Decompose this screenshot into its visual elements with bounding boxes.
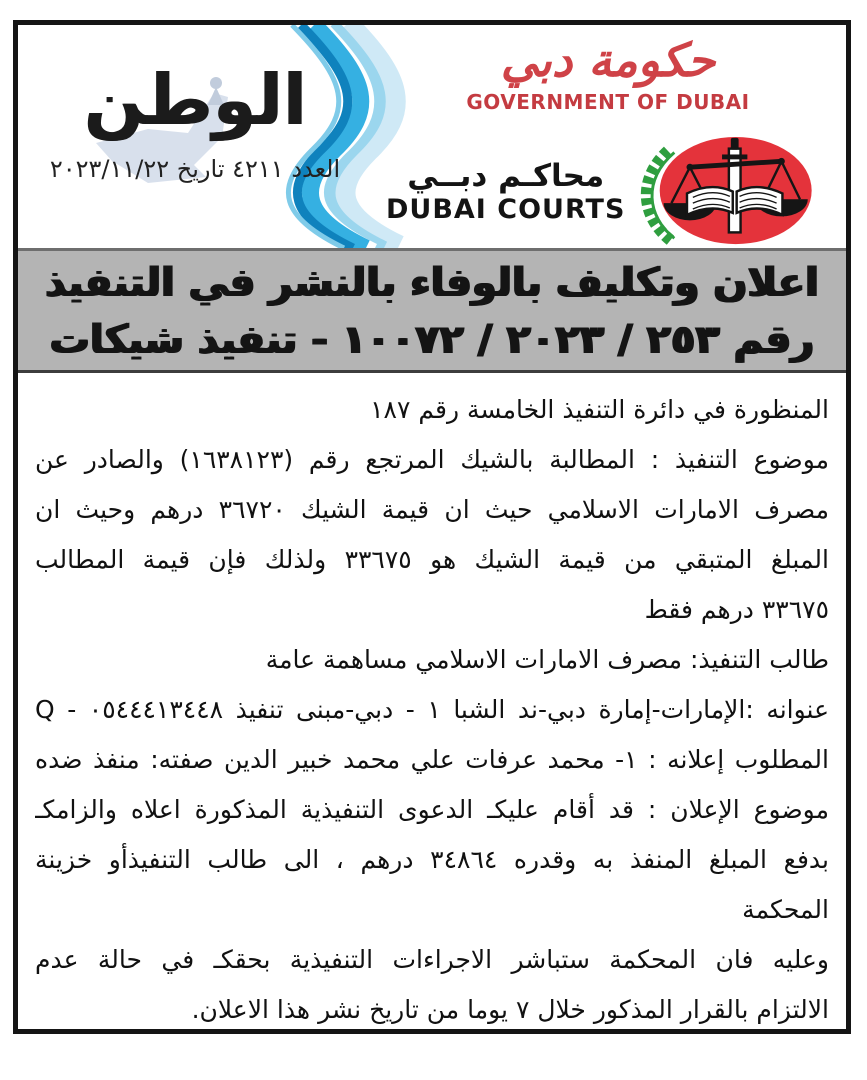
notice-line: وعليه فان المحكمة ستباشر الاجراءات التنفيذية بحقكـ في حالة عدم xyxy=(35,945,829,974)
notice-line: المنظورة في دائرة التنفيذ الخامسة رقم ١٨٧ xyxy=(370,395,829,424)
dubai-courts-arabic-label: محاكـم دبــي xyxy=(407,157,605,194)
newspaper-branding xyxy=(30,59,360,183)
masthead xyxy=(18,25,846,248)
notice-line: المطلوب إعلانه : ١- محمد عرفات علي محمد خبير الدين صفته: منفذ ضده xyxy=(35,745,829,774)
notice-body xyxy=(18,373,846,1035)
government-english-label: GOVERNMENT OF DUBAI xyxy=(466,90,750,115)
notice-line: موضوع الإعلان : قد أقام عليكـ الدعوى التنفيذية المذكورة اعلاه والزامكـ xyxy=(35,795,829,824)
notice-line: عنوانه :الإمارات-إمارة دبي-ند الشبا ١ - دبي-مبنى تنفيذ ٠٥٤٤٤١٣٤٤٨ - Q xyxy=(35,695,829,724)
notice-line: ٣٣٦٧٥ درهم فقط xyxy=(644,595,829,624)
issue-date-line: العدد ٤٢١١ تاريخ ٢٠٢٣/١١/٢٢ xyxy=(49,155,341,183)
newspaper-logo: الوطن xyxy=(83,59,307,141)
dubai-courts-emblem xyxy=(631,135,817,247)
notice-line: بدفع المبلغ المنفذ به وقدره ٣٤٨٦٤ درهم ، الى طالب التنفيذأو خزينة xyxy=(35,845,829,874)
notice-line: طالب التنفيذ: مصرف الامارات الاسلامي مساهمة عامة xyxy=(265,645,829,674)
notice-line: مصرف الامارات الاسلامي حيث ان قيمة الشيك ٣٦٧٢٠ درهم وحيث ان xyxy=(35,495,829,524)
government-of-dubai-block xyxy=(458,33,758,114)
dubai-courts-names xyxy=(386,158,625,225)
dubai-courts-english-label: DUBAI COURTS xyxy=(386,193,626,225)
government-calligraphy: حكومة دبي xyxy=(500,33,716,87)
notice-line: الالتزام بالقرار المذكور خلال ٧ يوما من تاريخ نشر هذا الاعلان. xyxy=(191,995,829,1024)
notice-frame xyxy=(13,20,851,1034)
notice-title-line2: رقم ٢٥٣ / ٢٠٢٣ / ١٠٠٧٢ - تنفيذ شيكات xyxy=(49,317,815,363)
notice-line: المحكمة xyxy=(742,895,829,924)
notice-line: موضوع التنفيذ : المطالبة بالشيك المرتجع رقم (١٦٣٨١٢٣) والصادر عن xyxy=(35,445,829,474)
notice-title-banner xyxy=(18,248,846,373)
notice-line: المبلغ المتبقي من قيمة الشيك هو ٣٣٦٧٥ ولذلك فإن قيمة المطالب xyxy=(35,545,829,574)
notice-title-line1: اعلان وتكليف بالوفاء بالنشر في التنفيذ xyxy=(45,260,819,306)
dubai-courts-block xyxy=(386,135,817,247)
